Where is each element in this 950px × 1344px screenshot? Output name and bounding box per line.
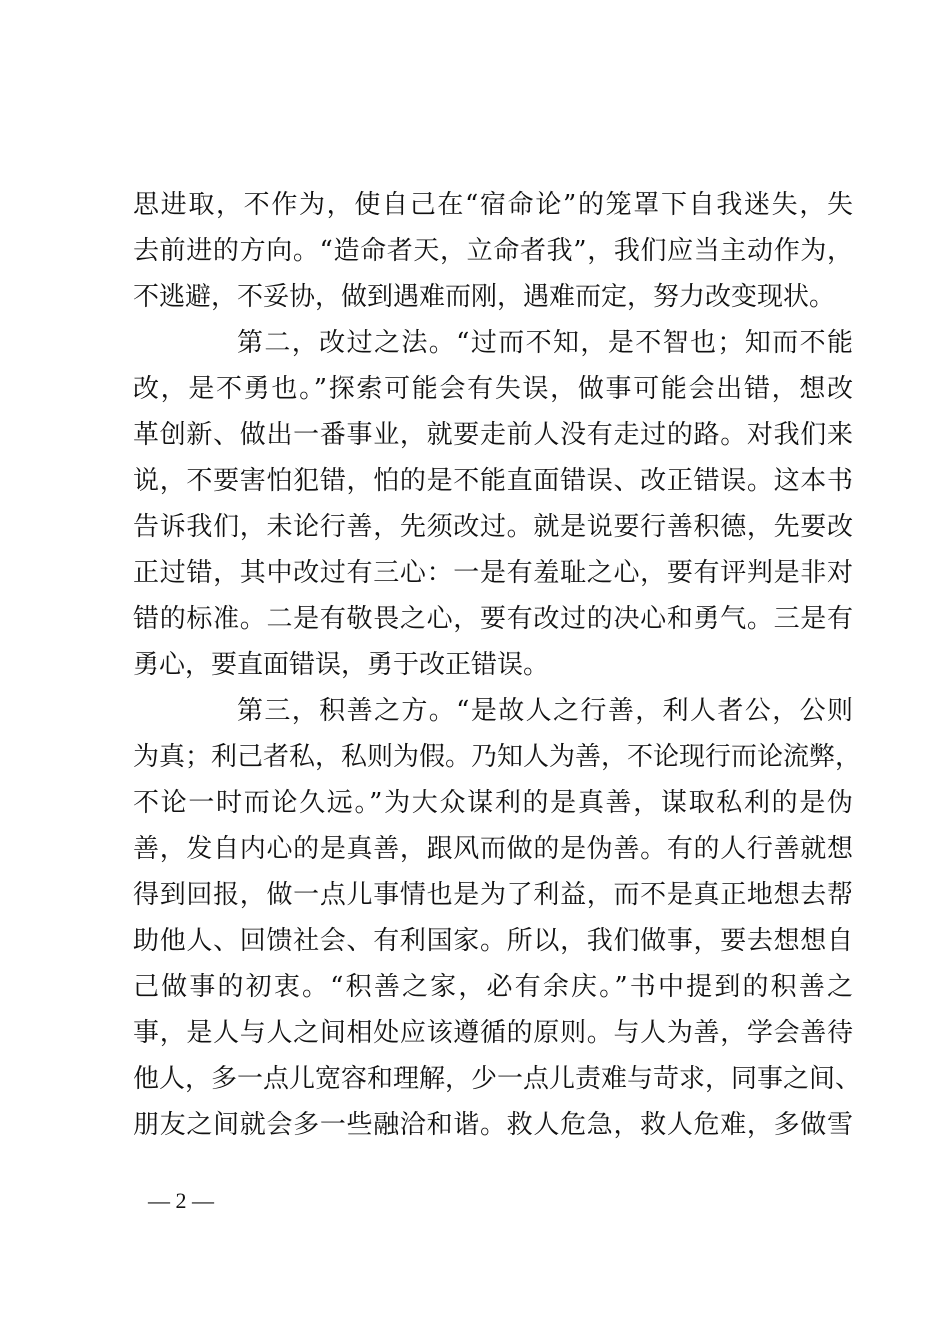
text-line: 改，是不勇也。”探索可能会有失误，做事可能会出错，想改 [133,374,853,404]
paragraph [133,320,853,688]
paragraph [133,688,862,1148]
text-line: 错的标准。二是有敬畏之心，要有改过的决心和勇气。三是有 [133,604,853,634]
text-line: 善，发自内心的是真善，跟风而做的是伪善。有的人行善就想 [133,834,853,864]
text-line: 事，是人与人之间相处应该遵循的原则。与人为善，学会善待 [133,1018,853,1048]
text-line: 第三，积善之方。“是故人之行善，利人者公，公则 [237,696,853,726]
text-line: 说，不要害怕犯错，怕的是不能直面错误、改正错误。这本书 [133,466,853,496]
paragraph [133,182,853,320]
text-line: 朋友之间就会多一些融洽和谐。救人危急，救人危难，多做雪 [133,1110,853,1140]
text-line: 去前进的方向。“造命者天，立命者我”，我们应当主动作为， [133,236,853,266]
text-line: 己做事的初衷。“积善之家，必有余庆。”书中提到的积善之 [133,972,853,1002]
body-text [133,182,862,1148]
text-line: 第二，改过之法。“过而不知，是不智也；知而不能 [237,328,853,358]
text-line: 正过错，其中改过有三心：一是有羞耻之心，要有评判是非对 [133,558,853,588]
text-line: 勇心，要直面错误，勇于改正错误。 [133,650,550,680]
text-line: 助他人、回馈社会、有利国家。所以，我们做事，要去想想自 [133,926,853,956]
page-number: — 2 — [148,1188,214,1213]
text-line: 不论一时而论久远。”为大众谋利的是真善，谋取私利的是伪 [133,788,853,818]
text-line: 思进取，不作为，使自己在“宿命论”的笼罩下自我迷失，失 [133,190,853,220]
text-line: 得到回报，做一点儿事情也是为了利益，而不是真正地想去帮 [133,880,853,910]
text-line: 为真；利己者私，私则为假。乃知人为善，不论现行而论流弊， [133,742,862,772]
text-line: 革创新、做出一番事业，就要走前人没有走过的路。对我们来 [133,420,853,450]
text-line: 不逃避，不妥协，做到遇难而刚，遇难而定，努力改变现状。 [133,282,836,312]
text-line: 告诉我们，未论行善，先须改过。就是说要行善积德，先要改 [133,512,853,542]
text-line: 他人，多一点儿宽容和理解，少一点儿责难与苛求，同事之间、 [133,1064,862,1094]
